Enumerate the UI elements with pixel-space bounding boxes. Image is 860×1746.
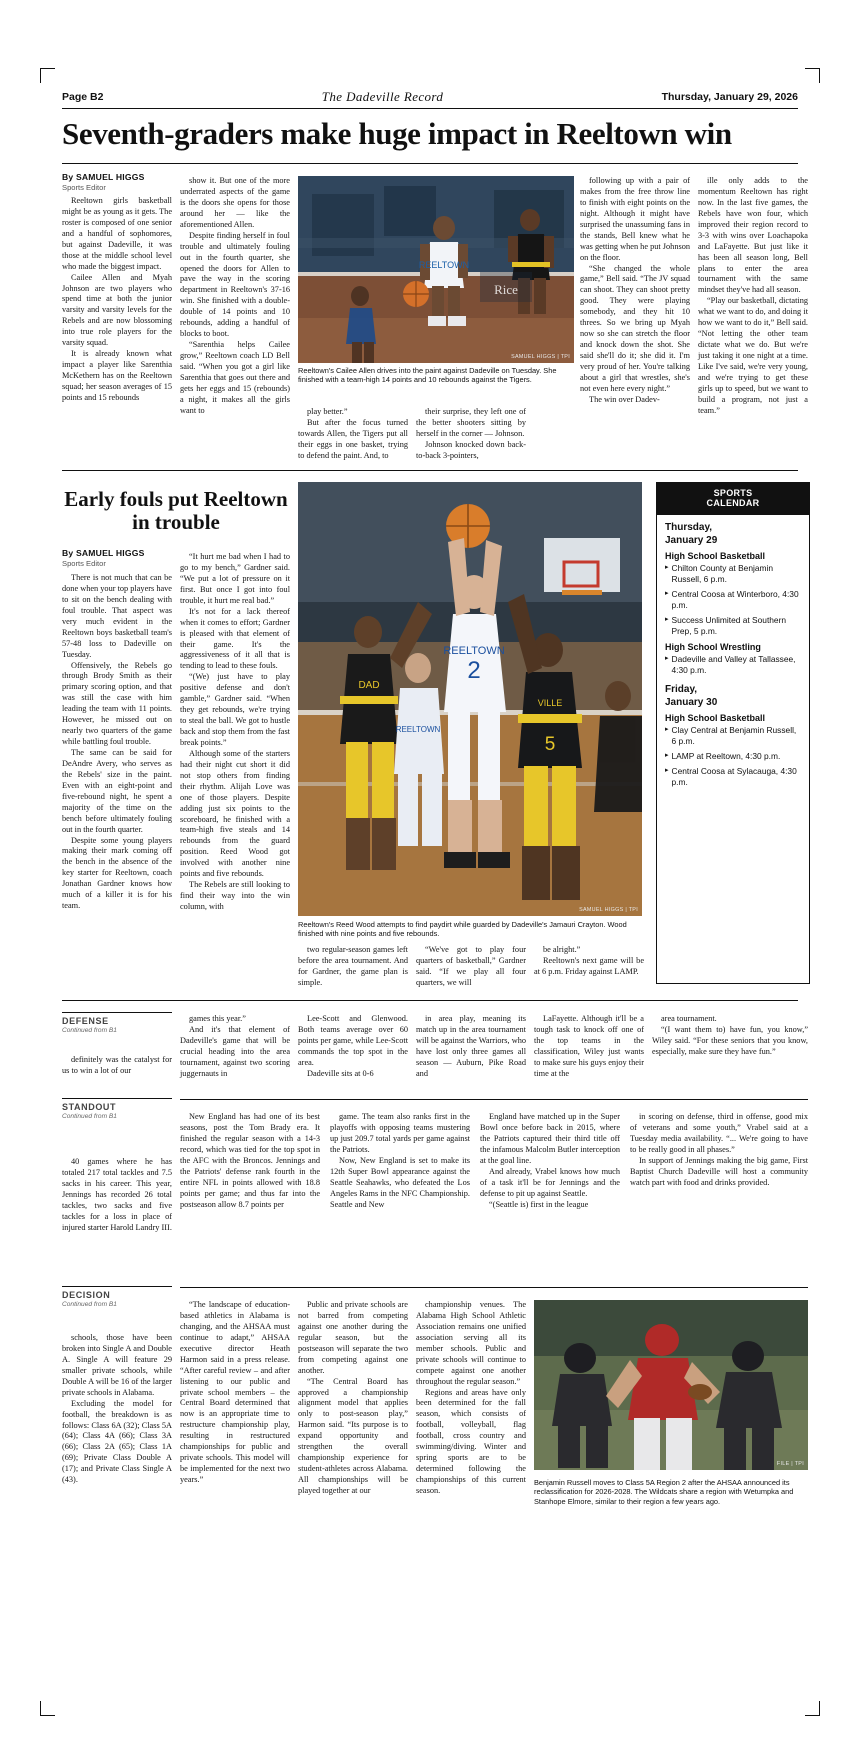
jump-divider	[62, 1098, 172, 1099]
second-photo-credit: SAMUEL HIGGS | TPI	[579, 907, 638, 913]
calendar-event[interactable]: ▸ Success Unlimited at Southern Prep, 5 p.m.	[665, 614, 787, 636]
bullet-triangle-icon: ▸	[665, 615, 669, 623]
issue-date: Thursday, January 29, 2026	[661, 91, 798, 103]
byline-title: Sports Editor	[62, 559, 106, 568]
svg-text:Rice: Rice	[494, 282, 518, 297]
calendar-event[interactable]: ▸ LAMP at Reeltown, 4:30 p.m.	[665, 750, 781, 761]
calendar-event[interactable]: ▸ Central Coosa at Winterboro, 4:30 p.m.	[665, 588, 799, 610]
standout-divider-right	[180, 1099, 808, 1100]
lead-photo-credit: SAMUEL HIGGS | TPI	[511, 354, 570, 360]
calendar-event[interactable]: ▸ Clay Central at Benjamin Russell, 6 p.m.	[665, 725, 797, 746]
defense-column-3: Lee-Scott and Glenwood. Both teams average over 60 points per game, while Lee-Scott commands the top spot in the area. Dadeville sits at 0-6	[298, 1014, 408, 1078]
jump-continued: Continued from B1	[62, 1027, 117, 1034]
standout-column-3: game. The team also ranks first in the playoffs with opposing teams mustering up just 209.7 total yards per game against the Patriots. Now, New England is set to make its 12th Super Bowl appearance against the Seattle Seahawks, who defeated the Los Angeles Rams in the NFC Championship. Seattle and New	[330, 1112, 470, 1209]
bullet-triangle-icon: ▸	[665, 751, 669, 759]
jump-divider	[62, 1012, 172, 1013]
lead-story-bottom-rule	[62, 470, 798, 471]
jump-label: DECISION	[62, 1290, 111, 1300]
decision-divider-right	[180, 1287, 808, 1288]
second-story-bottom-rule	[62, 1000, 798, 1001]
byline-title: Sports Editor	[62, 183, 106, 192]
decision-column-1: schools, those have been broken into Single A and Double A. Single A will feature 29 smaller private schools, while Double A will be 16 of the larger private schools in Alabama. Excluding the model for football, the breakdown is as follows: Class 6A (32); Class 5A (64); Class 4A (66); Class 3A (66); Class 2A (65); Class 1A (69); Private Class Double A (17); and Private Class Single A (43).	[62, 1333, 172, 1485]
lead-column-3: play better.” But after the focus turned towards Allen, the Tigers put all their eggs in one basket, trying to defend the paint. And, to	[298, 407, 408, 460]
second-photo-caption: Reeltown's Reed Wood attempts to find paydirt while guarded by Dadeville's Jamauri Crayton. Wood finished with nine points and five rebounds.	[298, 920, 627, 939]
lead-column-1: Reeltown girls basketball might be as young as it gets. The roster is composed of one senior and a handful of sophomores, but against Dadeville, it was those at the middle school level who made the biggest impact. Cailee Allen and Myah Johnson are two players who spend time at both the junior varsity and varsity levels for the Rebels and are now blossoming into true role players for the varsity squad. It is already known what impact a player like Sarenthia McKethern has on the Reeltown squad; her season averages of 15 points and 15 rebounds	[62, 196, 172, 402]
svg-text:5: 5	[544, 734, 556, 755]
jump-continued: Continued from B1	[62, 1301, 117, 1308]
standout-column-1: 40 games where he has totaled 217 total tackles and 7.5 sacks in his career. This year, Jennings has recorded 26 total tackles, two sacks and five tackles for a loss in place of injured starter Harold Landry III.	[62, 1157, 172, 1232]
svg-text:REELTOWN: REELTOWN	[395, 725, 441, 734]
decision-photo-credit: FILE | TPI	[776, 1461, 804, 1467]
decision-column-4: championship venues. The Alabama High School Athletic Association remains one unified association serving all its member schools. Public and private schools will continue to compete against one another throughout the regular season.” Regions and areas have only been determined for the fall season, which consists of football, volleyball, flag football, cross country and swimming/diving. Winter and spring sports are to be determined following the championships of this current season.	[416, 1300, 526, 1495]
decision-column-2: “The landscape of education-based athletics in Alabama is changing, and the AHSAA must continue to adapt,” AHSAA executive director Heath Harmon said in a press release. “After careful review – and after listening to our public and private school members – the Central Board determined that now is an appropriate time to restructure championship play, resulting in restructured championships for public and private schools. This model will be implemented for the next two years.”	[180, 1300, 290, 1484]
lead-photo	[298, 176, 574, 363]
defense-column-6: area tournament. “(I want them to) have fun, you know,” Wiley said. “For these seniors that you know, especially, make sure they have fun.”	[652, 1014, 808, 1056]
calendar-event[interactable]: ▸ Central Coosa at Sylacauga, 4:30 p.m.	[665, 765, 797, 787]
jump-continued: Continued from B1	[62, 1113, 117, 1120]
lead-column-2: show it. But one of the more underrated aspects of the game is the doors she opens for those around her — like the aforementioned Allen. Despite finding herself in foul trouble and ultimately fouling out in the fourth quarter, she opened the doors for Allen to pave the way in the scoring department in Reeltown's 37-16 win. She finished with a double-double of 14 points and 10 rebounds, adding a handful of blocks to boot. “Sarenthia helps Cailee grow,” Reeltown coach LD Bell said. “When you got a girl like Sarenthia that goes out there and gets her eggs and 15 (rebounds) a night, it makes all the girls want to	[180, 176, 290, 415]
calendar-day-friday	[665, 684, 801, 788]
bullet-triangle-icon: ▸	[665, 564, 669, 572]
calendar-title-line1: SPORTS	[713, 488, 753, 498]
standout-column-2: New England has had one of its best seasons, post the Tom Brady era. It finished the regular season with a 14-3 record, which was tied for the top spot in the AFC with the Broncos. Jennings and the Patriots' defense rank fourth in the entire NFL in points allowed with 18.8 points per game; and thus far into the postseason allow 8.7 points per	[180, 1112, 320, 1209]
svg-text:2: 2	[467, 657, 481, 684]
lead-column-5: following up with a pair of makes from the free throw line to finish with eight points on the night. Although it might have surprised the unassuming fans in the stands, Bell knew what he was getting when he put Johnson on the floor. “She changed the whole game,” Bell said. “The JV squad can shoot. They can shoot pretty good. They were playing somebody, and they hit 10 threes. So we bring up Myah now so she can stretch the floor and knock down the shot. She said she'll do it; she did it. I'm very proud of her. You're talking about a girl that wrestles, she's not even here every night.” The win over Dadev-	[580, 176, 690, 404]
defense-column-1: definitely was the catalyst for us to win a lot of our	[62, 1055, 172, 1075]
second-byline-block	[62, 548, 180, 568]
page-title: Seventh-graders make huge impact in Reeltown win	[62, 116, 732, 151]
lead-byline-block	[62, 172, 180, 192]
jump-label: STANDOUT	[62, 1102, 117, 1112]
jump-label: DEFENSE	[62, 1016, 109, 1026]
calendar-date-line1: Friday,	[665, 683, 698, 695]
jump-defense-head	[62, 1012, 172, 1034]
bullet-triangle-icon: ▸	[665, 589, 669, 597]
calendar-date-line2: January 29	[665, 534, 718, 546]
page-label: Page B2	[62, 91, 104, 103]
second-column-2: “It hurt me bad when I had to go to my bench,” Gardner said. “We put a lot of pressure on it first. But once I got into foul trouble, it hurt me real bad.” It's not for a lack thereof when it comes to effort; Gardner is pleased with that element of their game. It's the aggressiveness of it all that is tending to lead to these fouls. “(We) just have to play positive defense and don't gamble,” Gardner said. “When they get rebounds, we're trying to steal the ball. We got to hustle back and stop them from the fast break points.” Although some of the starters had their night cut short it did not stop others from finding their rhythm. Alijah Love was one of those players. Despite adding just six points to the scoreboard, he finished with a team-high five steals and 14 rebounds from the guard position. Reed Wood got involved with another nine points and five rebounds. The Rebels are still looking to find their way into the win column, with	[180, 552, 290, 911]
standout-column-4: England have matched up in the Super Bowl once before back in 2015, where the Patriots captured their third title off the infamous Malcolm Butler interception at the goal line. And already, Vrabel knows how much of a task it'll be for Jennings and the defense to pit up against Seattle. “(Seattle is) first in the league	[480, 1112, 620, 1209]
jump-divider	[62, 1286, 172, 1287]
second-column-5: be alright.” Reeltown's next game will be at 6 p.m. Friday against LAMP.	[534, 945, 644, 976]
second-column-3: two regular-season games left before the area tournament. And for Gardner, the game plan is simple.	[298, 945, 408, 987]
headline-rule	[62, 163, 798, 164]
lead-column-4: their surprise, they left one of the better shooters sitting by herself in the corner — Johnson. Johnson knocked down back-to-back 3-pointers,	[416, 407, 526, 460]
calendar-event[interactable]: ▸ Dadeville and Valley at Tallassee, 4:30 p.m.	[665, 653, 796, 675]
second-photo-image	[298, 482, 642, 916]
calendar-event[interactable]: ▸ Chilton County at Benjamin Russell, 6 p.m.	[665, 563, 774, 585]
calendar-date-line1: Thursday,	[665, 521, 713, 533]
second-column-4: “We've got to play four quarters of basketball,” Gardner said. “If we play all four quarters, we will	[416, 945, 526, 987]
calendar-sport: High School Wrestling	[665, 641, 761, 652]
masthead-rule	[62, 108, 798, 109]
second-photo	[298, 482, 642, 916]
lead-photo-image	[298, 176, 574, 363]
byline: By SAMUEL HIGGS	[62, 548, 145, 558]
svg-text:DAD: DAD	[358, 680, 380, 691]
decision-photo-caption: Benjamin Russell moves to Class 5A Region 2 after the AHSAA announced its reclassification for 2026-2028. The Wildcats share a region with Wetumpka and Stanhope Elmore, similar to their region a few years ago.	[534, 1478, 794, 1506]
calendar-day-thursday	[665, 522, 801, 676]
second-story-headline: Early fouls put Reeltown in trouble	[64, 487, 288, 534]
lead-column-6: ille only adds to the momentum Reeltown has right now. In the last five games, the Rebels have won four, which improved their region record to 3-3 with wins over Loachapoka and LaFayette. But just like it has been all season long, Bell plans to enter the area tournament with the same mindset they've had all season. “Play our basketball, dictating what we want to do, and doing it how we want to do it,” Bell said. “Not letting the other team dictate what we do. But we're just taking it one night at a time. Like I've said, we're very young, and we're trying to get these girls up to speed, but we want to build a program, not just a team.”	[698, 176, 808, 415]
jump-standout-head	[62, 1098, 172, 1120]
bullet-triangle-icon: ▸	[665, 726, 669, 734]
svg-text:VILLE: VILLE	[537, 698, 563, 708]
sports-calendar	[656, 482, 810, 984]
paper-name: The Dadeville Record	[321, 89, 444, 104]
defense-column-4: in area play, meaning its match up in the area tournament will be against the Warriors, who have lost only three games all season — Auburn, Pike Road and	[416, 1014, 526, 1078]
crop-mark-bottom-right	[805, 1701, 820, 1716]
crop-mark-top-left	[40, 68, 55, 83]
calendar-date-line2: January 30	[665, 696, 718, 708]
masthead	[62, 86, 798, 108]
jump-decision-head	[62, 1286, 172, 1308]
decision-column-3: Public and private schools are not barred from competing against one another during the regular season, but the postseason will separate the two from competing against one another. “The Central Board has approved a championship alignment model that applies only to post-season play,” Harmon said. “Its purpose is to expand opportunity and strengthen the overall championship experience for student-athletes across Alabama. All championships will be played together at our	[298, 1300, 408, 1495]
crop-mark-top-right	[805, 68, 820, 83]
standout-column-5: in scoring on defense, third in offense, good mix of veterans and some youth,” Vrabel said at a Tuesday media availability. “... We're going to have to be really good in all phases.” In support of Jennings making the big game, First Baptist Church Dadeville will host a community watch part with food and drinks provided.	[630, 1112, 808, 1187]
svg-text:REELTOWN: REELTOWN	[418, 260, 470, 270]
decision-photo	[534, 1300, 808, 1470]
decision-photo-image	[534, 1300, 808, 1470]
second-column-1: There is not much that can be done when your top players have to sit on the bench dealing with foul trouble. That aspect was very much evident in the Reeltown boys basketball team's 57-48 loss to Dadeville on Tuesday. Offensively, the Rebels go through Brody Smith as their primary scoring option, and that was still the case with him leading the team with 11 points. However, he missed out on nearly two quarters of the game while battling foul trouble. The same can be said for DeAndre Avery, who serves as the Rebels' size in the paint. Even with an eight-point and five-rebound night, he spent a majority of the time on the bench before ultimately fouling out in the fourth quarter. Despite some young players making their mark coming off the bench in the absence of the key starter for Reeltown, coach Jonathan Gardner knows how much of a killer it is for his team.	[62, 573, 172, 911]
crop-mark-bottom-left	[40, 1701, 55, 1716]
bullet-triangle-icon: ▸	[665, 766, 669, 774]
defense-column-5: LaFayette. Although it'll be a tough task to knock off one of the top teams in the classification, Wiley just wants to make sure his guys enjoy their time at the	[534, 1014, 644, 1078]
lead-photo-caption: Reeltown's Cailee Allen drives into the paint against Dadeville on Tuesday. She finished with a team-high 14 points and 10 rebounds against the Tigers.	[298, 366, 557, 385]
svg-text:REELTOWN: REELTOWN	[443, 645, 505, 657]
byline: By SAMUEL HIGGS	[62, 172, 145, 182]
calendar-header	[657, 483, 809, 515]
calendar-sport: High School Basketball	[665, 712, 766, 723]
calendar-title-line2: CALENDAR	[706, 498, 760, 509]
calendar-body	[657, 515, 809, 800]
bullet-triangle-icon: ▸	[665, 654, 669, 662]
calendar-sport: High School Basketball	[665, 551, 766, 562]
defense-column-2: games this year.” And it's that element of Dadeville's game that will be crucial heading into the area tournament, against two scoring juggernauts in	[180, 1014, 290, 1078]
